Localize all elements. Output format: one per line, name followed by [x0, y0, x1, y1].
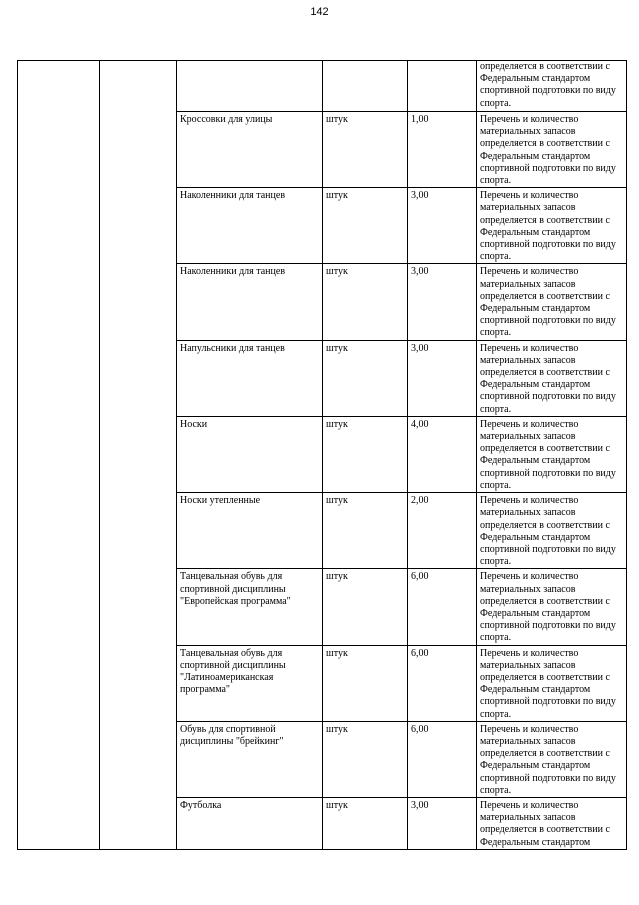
item-name-cell: Носки [177, 416, 323, 492]
item-name-cell: Кроссовки для улицы [177, 112, 323, 188]
item-name-cell: Наколенники для танцев [177, 188, 323, 264]
unit-cell: штук [323, 493, 408, 569]
note-cell: Перечень и количество материальных запасов определяется в соответствии с Федеральным стандартом спортивной подготовки по виду спорта. [477, 416, 627, 492]
unit-cell: штук [323, 645, 408, 721]
unit-cell [323, 61, 408, 112]
item-name-cell [177, 61, 323, 112]
unit-cell: штук [323, 797, 408, 849]
quantity-cell: 3,00 [408, 264, 477, 340]
quantity-cell: 1,00 [408, 112, 477, 188]
note-cell: Перечень и количество материальных запасов определяется в соответствии с Федеральным стандартом спортивной подготовки по виду спорта. [477, 721, 627, 797]
note-cell: Перечень и количество материальных запасов определяется в соответствии с Федеральным стандартом спортивной подготовки по виду спорта. [477, 264, 627, 340]
table-row [18, 61, 627, 112]
unit-cell: штук [323, 188, 408, 264]
merged-cell-left [18, 61, 100, 850]
item-name-cell: Футболка [177, 797, 323, 849]
item-name-cell: Наколенники для танцев [177, 264, 323, 340]
merged-cell-second [100, 61, 177, 850]
note-cell: Перечень и количество материальных запасов определяется в соответствии с Федеральным стандартом спортивной подготовки по виду спорта. [477, 569, 627, 645]
note-cell: Перечень и количество материальных запасов определяется в соответствии с Федеральным стандартом [477, 797, 627, 849]
unit-cell: штук [323, 416, 408, 492]
unit-cell: штук [323, 264, 408, 340]
materials-table [17, 60, 627, 850]
unit-cell: штук [323, 721, 408, 797]
quantity-cell: 6,00 [408, 645, 477, 721]
unit-cell: штук [323, 112, 408, 188]
item-name-cell: Носки утепленные [177, 493, 323, 569]
quantity-cell: 6,00 [408, 721, 477, 797]
quantity-cell: 2,00 [408, 493, 477, 569]
note-cell [477, 61, 627, 112]
quantity-cell [408, 61, 477, 112]
note-text: определяется в соответствии с Федеральным стандартом спортивной подготовки по виду спорта. [480, 61, 616, 109]
quantity-cell: 3,00 [408, 340, 477, 416]
note-cell: Перечень и количество материальных запасов определяется в соответствии с Федеральным стандартом спортивной подготовки по виду спорта. [477, 645, 627, 721]
page-number: 142 [310, 6, 329, 18]
note-cell: Перечень и количество материальных запасов определяется в соответствии с Федеральным стандартом спортивной подготовки по виду спорта. [477, 188, 627, 264]
note-cell: Перечень и количество материальных запасов определяется в соответствии с Федеральным стандартом спортивной подготовки по виду спорта. [477, 340, 627, 416]
unit-cell: штук [323, 569, 408, 645]
note-cell: Перечень и количество материальных запасов определяется в соответствии с Федеральным стандартом спортивной подготовки по виду спорта. [477, 112, 627, 188]
item-name-cell: Напульсники для танцев [177, 340, 323, 416]
quantity-cell: 6,00 [408, 569, 477, 645]
quantity-cell: 4,00 [408, 416, 477, 492]
quantity-cell: 3,00 [408, 797, 477, 849]
quantity-cell: 3,00 [408, 188, 477, 264]
item-name-cell: Танцевальная обувь для спортивной дисциплины "Европейская программа" [177, 569, 323, 645]
note-cell: Перечень и количество материальных запасов определяется в соответствии с Федеральным стандартом спортивной подготовки по виду спорта. [477, 493, 627, 569]
item-name-cell: Обувь для спортивной дисциплины "брейкинг" [177, 721, 323, 797]
unit-cell: штук [323, 340, 408, 416]
item-name-cell: Танцевальная обувь для спортивной дисциплины "Латиноамериканская программа" [177, 645, 323, 721]
